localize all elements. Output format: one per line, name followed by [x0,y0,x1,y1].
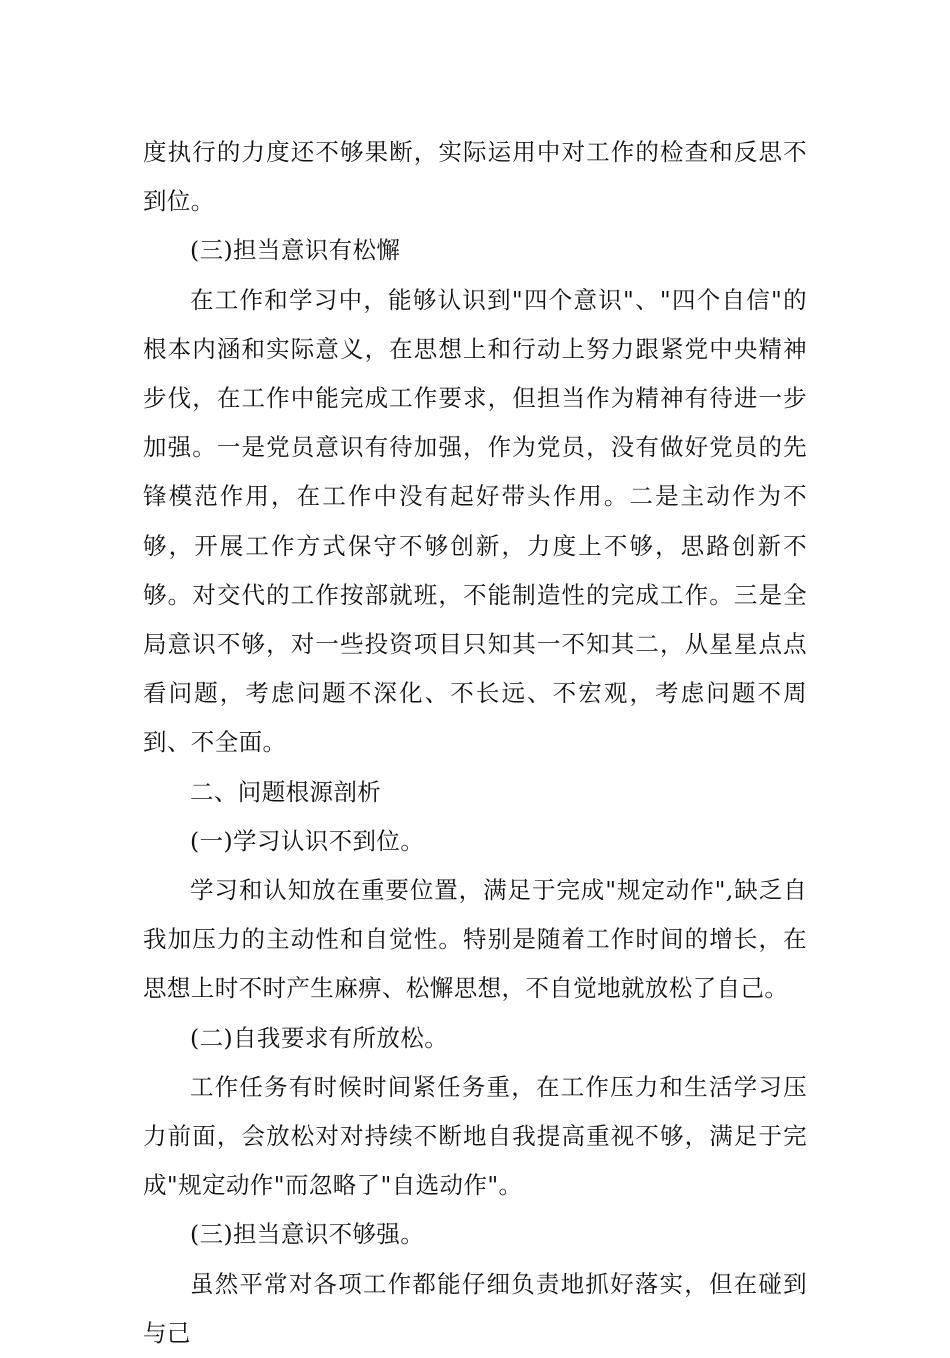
chapter-heading-2: 二、问题根源剖析 [190,777,382,806]
paragraph-study: 学习和认知放在重要位置，满足于完成"规定动作",缺乏自我加压力的主动性和自觉性。特别是随着工作时间的增长，在思想上时不时产生麻痹、松懈思想，不自觉地就放松了自己。 [143,876,807,1003]
section-heading-2: (二)自我要求有所放松。 [190,1023,449,1052]
paragraph-self-discipline: 工作任务有时候时间紧任务重，在工作压力和生活学习压力前面，会放松对对持续不断地自我提高重视不够，满足于完成"规定动作"而忽略了"自选动作"。 [143,1072,807,1200]
document-body [143,128,807,1358]
paragraph-partial: 虽然平常对各项工作都能仔细负责地抓好落实，但在碰到与己 [143,1269,807,1347]
section-heading-3b: (三)担当意识不够强。 [190,1220,425,1249]
paragraph-responsibility: 在工作和学习中，能够认识到"四个意识"、"四个自信"的根本内涵和实际意义，在思想上和行动上努力跟紧党中央精神步伐，在工作中能完成工作要求，但担当作为精神有待进一步加强。一是党员意识有待加强，作为党员，没有做好党员的先锋模范作用，在工作中没有起好带头作用。二是主动作为不够，开展工作方式保守不够创新，力度上不够，思路创新不够。对交代的工作按部就班，不能制造性的完成工作。三是全局意识不够，对一些投资项目只知其一不知其二，从星星点点看问题，考虑问题不深化、不长远、不宏观，考虑问题不周到、不全面。 [143,285,807,757]
section-heading-1: (一)学习认识不到位。 [190,826,425,855]
paragraph-continuation: 度执行的力度还不够果断，实际运用中对工作的检查和反思不到位。 [143,138,807,216]
section-heading-3: (三)担当意识有松懈 [190,236,401,265]
